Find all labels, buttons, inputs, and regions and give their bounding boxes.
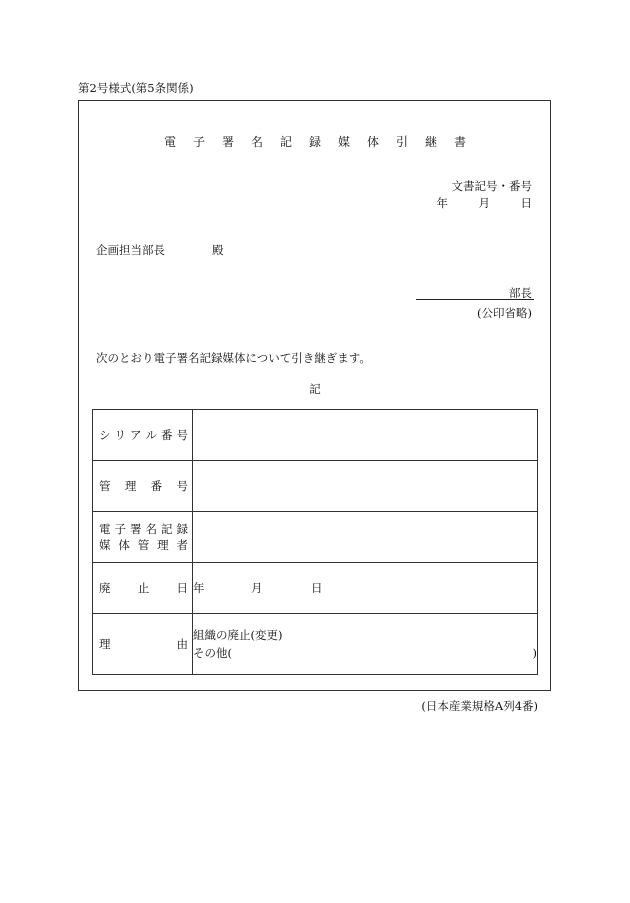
media-administrator-label: 電 子 署 名 記 録 媒 体 管 理 者 [93, 512, 193, 563]
management-number-field[interactable] [193, 461, 538, 512]
management-number-label: 管 理 番 号 [93, 461, 193, 512]
seal-omitted-note: (公印省略) [477, 306, 532, 320]
form-number: 第2号様式(第5条関係) [78, 81, 194, 95]
document-title: 電 子 署 名 記 録 媒 体 引 継 書 [163, 135, 466, 149]
disposal-date-field[interactable]: 年 月 日 [193, 563, 538, 614]
paper-size-note: (日本産業規格A列4番) [421, 699, 538, 713]
addressee: 企画担当部長 [96, 243, 165, 257]
table-row [93, 461, 538, 512]
record-table [92, 409, 538, 675]
sender-title: 部長 [509, 286, 532, 300]
serial-number-field[interactable] [193, 410, 538, 461]
ki-heading: 記 [309, 382, 321, 396]
media-administrator-field[interactable] [193, 512, 538, 563]
table-row [93, 410, 538, 461]
sender-signature-line [416, 299, 534, 300]
reason-field[interactable] [193, 614, 538, 675]
document-number-label: 文書記号・番号 [451, 179, 532, 193]
reason-option-other[interactable]: その他( ) [193, 646, 537, 660]
reason-option-organization-change[interactable]: 組織の廃止(変更) [193, 628, 283, 642]
table-row [93, 563, 538, 614]
table-row [93, 512, 538, 563]
body-text: 次のとおり電子署名記録媒体について引き継ぎます。 [96, 351, 371, 365]
serial-number-label: シ リ ア ル 番 号 [93, 410, 193, 461]
reason-label: 理 由 [93, 614, 193, 675]
issue-date: 年 月 日 [436, 196, 532, 210]
disposal-date-label: 廃 止 日 [93, 563, 193, 614]
addressee-honorific: 殿 [212, 243, 224, 257]
table-row [93, 614, 538, 675]
